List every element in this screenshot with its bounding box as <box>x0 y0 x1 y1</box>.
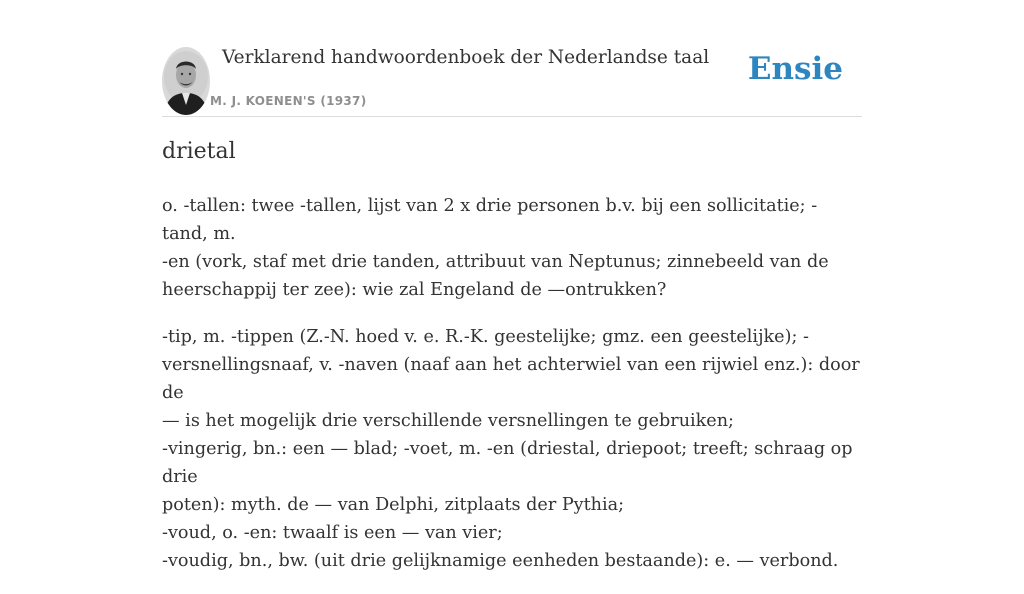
definition-line: o. -tallen: twee -tallen, lijst van 2 x drie personen b.v. bij een sollicitatie; -tand, m. <box>162 196 818 244</box>
definition-line: -en (vork, staf met drie tanden, attribuut van Neptunus; zinnebeeld van de <box>162 252 829 272</box>
dictionary-author: M. J. KOENEN'S (1937) <box>210 94 367 108</box>
ensie-logo-link[interactable]: Ensie <box>747 51 843 87</box>
definition-line: versnellingsnaaf, v. -naven (naaf aan het achterwiel van een rijwiel enz.): door de <box>162 355 860 403</box>
definition-line: poten): myth. de — van Delphi, zitplaats der Pythia; <box>162 495 625 515</box>
definition-line: -voudig, bn., bw. (uit drie gelijknamige eenheden bestaande): e. — verbond. <box>162 551 839 571</box>
entry-definition <box>162 192 862 594</box>
definition-line: -tip, m. -tippen (Z.-N. hoed v. e. R.-K. geestelijke; gmz. een geestelijke); - <box>162 327 809 347</box>
entry-headword: drietal <box>162 139 236 164</box>
dictionary-header <box>162 38 862 117</box>
author-portrait-icon <box>162 47 210 115</box>
dictionary-title: Verklarend handwoordenboek der Nederlandse taal <box>222 47 710 68</box>
definition-paragraph <box>162 323 862 575</box>
definition-line: — is het mogelijk drie verschillende versnellingen te gebruiken; <box>162 411 734 431</box>
definition-line: heerschappij ter zee): wie zal Engeland de —ontrukken? <box>162 280 667 300</box>
definition-paragraph <box>162 192 862 304</box>
definition-line: -vingerig, bn.: een — blad; -voet, m. -en (driestal, driepoot; treeft; schraag op drie <box>162 439 853 487</box>
definition-line: -voud, o. -en: twaalf is een — van vier; <box>162 523 503 543</box>
